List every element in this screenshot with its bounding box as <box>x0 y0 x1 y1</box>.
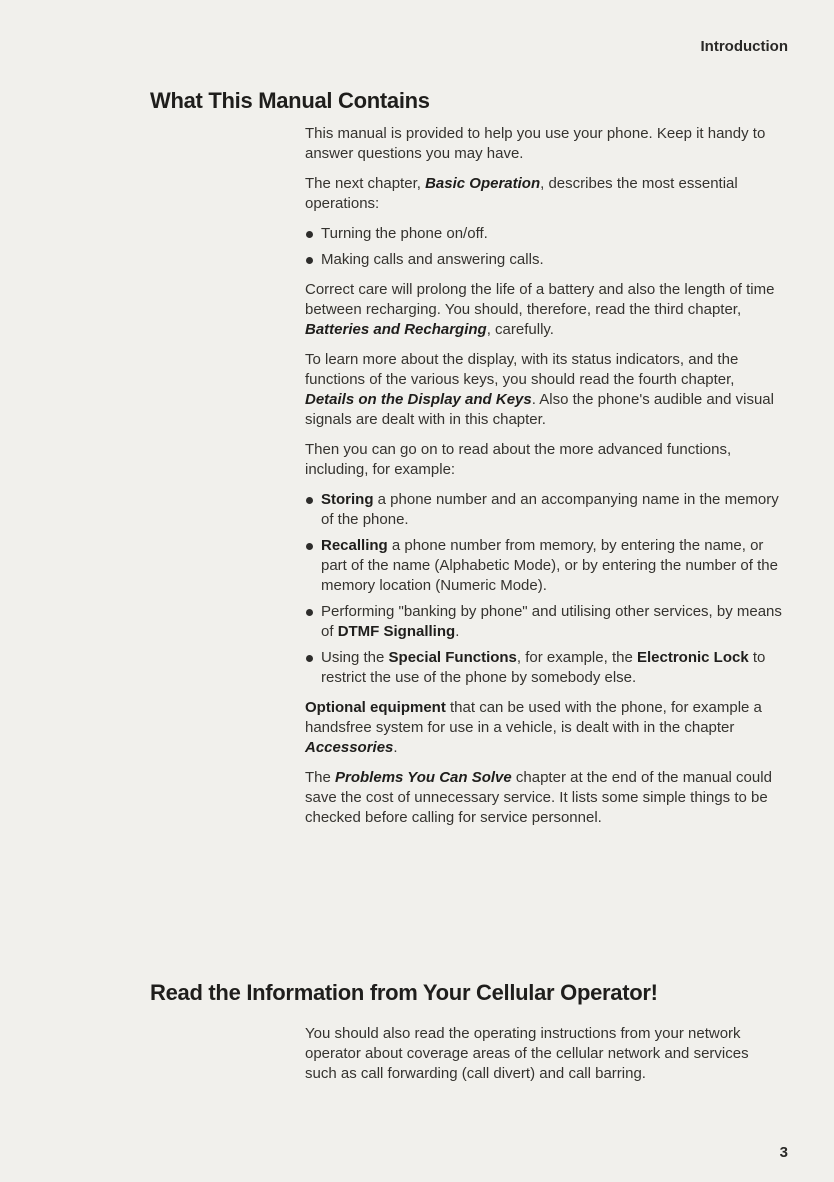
paragraph-optional-equipment: Optional equipment that can be used with the phone, for example a handsfree system for use in a vehicle, is dealt with in the chapter Accessories. <box>305 699 762 756</box>
paragraph-operator-info: You should also read the operating instructions from your network operator about coverage areas of the cellular network and services such as call forwarding (call divert) and call barring. <box>305 1025 749 1082</box>
chapter-ref-problems: Problems You Can Solve <box>335 769 512 786</box>
paragraph-basic-operation: The next chapter, Basic Operation, describes the most essential operations: <box>305 175 738 212</box>
advanced-functions-list <box>305 490 783 688</box>
paragraph-intro: This manual is provided to help you use your phone. Keep it handy to answer questions you may have. <box>305 125 766 162</box>
list-item: Turning the phone on/off. <box>305 224 783 244</box>
chapter-ref-display-keys: Details on the Display and Keys <box>305 391 532 408</box>
chapter-ref-accessories: Accessories <box>305 739 394 756</box>
chapter-ref-batteries: Batteries and Recharging <box>305 321 487 338</box>
paragraph-problems: The Problems You Can Solve chapter at the end of the manual could save the cost of unnecessary service. It lists some simple things to be checked before calling for service personnel. <box>305 769 772 826</box>
list-item: Performing "banking by phone" and utilising other services, by means of DTMF Signalling. <box>305 602 783 642</box>
list-item: Recalling a phone number from memory, by entering the name, or part of the name (Alphabetic Mode), or by entering the number of the memory location (Numeric Mode). <box>305 536 783 596</box>
list-item: Making calls and answering calls. <box>305 250 783 270</box>
section-heading-manual-contents: What This Manual Contains <box>150 88 430 113</box>
section-body-manual-contents <box>305 124 783 838</box>
paragraph-batteries: Correct care will prolong the life of a battery and also the length of time between recharging. You should, therefore, read the third chapter, Batteries and Recharging, carefully. <box>305 281 775 338</box>
essential-operations-list <box>305 224 783 270</box>
section-heading-cellular-operator: Read the Information from Your Cellular Operator! <box>150 980 658 1005</box>
list-item: Using the Special Functions, for example, the Electronic Lock to restrict the use of the phone by somebody else. <box>305 648 783 688</box>
chapter-ref-basic-operation: Basic Operation <box>425 175 541 192</box>
section-body-cellular-operator <box>305 1024 783 1094</box>
page-number: 3 <box>779 1144 788 1161</box>
list-item: Storing a phone number and an accompanying name in the memory of the phone. <box>305 490 783 530</box>
paragraph-display-keys: To learn more about the display, with its status indicators, and the functions of the various keys, you should read the fourth chapter, Details on the Display and Keys. Also the phone's audible and visual signals are dealt with in this chapter. <box>305 351 774 428</box>
running-header: Introduction <box>700 38 788 55</box>
paragraph-advanced-functions: Then you can go on to read about the more advanced functions, including, for example: <box>305 441 732 478</box>
